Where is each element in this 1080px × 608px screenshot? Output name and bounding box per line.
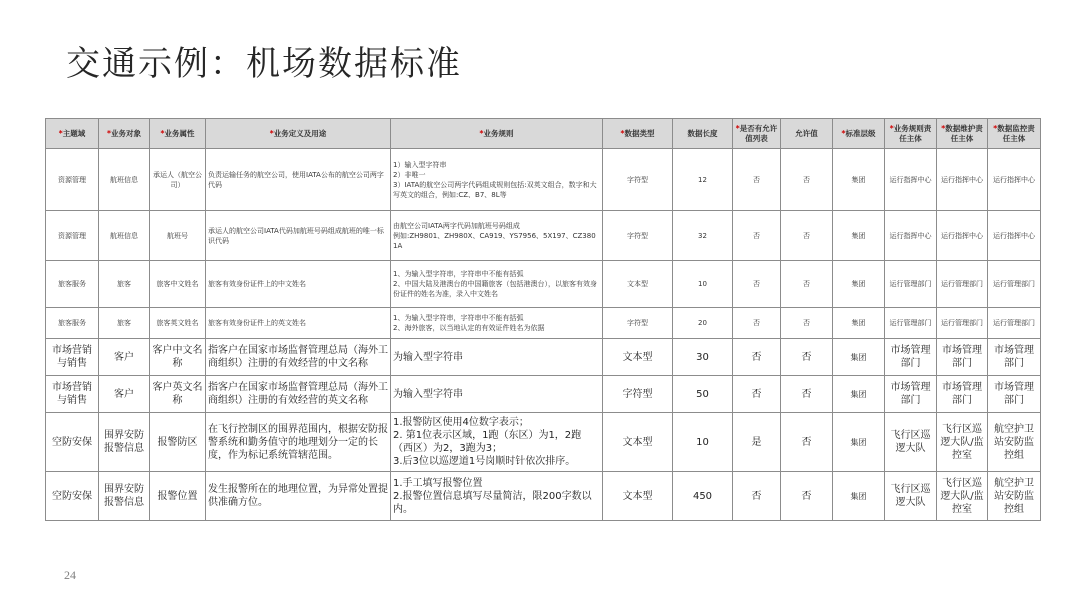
table-row — [46, 308, 1041, 339]
has-allowed-values-cell: 否 — [733, 472, 781, 521]
maintenance-owner-cell: 飞行区巡逻大队/监控室 — [937, 413, 988, 472]
definition-cell: 发生报警所在的地理位置，为异常处置提供准确方位。 — [206, 472, 391, 521]
column-header — [937, 119, 988, 149]
data-type-cell: 字符型 — [603, 211, 673, 261]
monitoring-owner-cell: 航空护卫站安防监控组 — [988, 413, 1041, 472]
column-header — [833, 119, 885, 149]
business-attribute-cell: 客户中文名称 — [150, 339, 206, 376]
table-row — [46, 261, 1041, 308]
rule-owner-cell: 运行管理部门 — [885, 261, 937, 308]
monitoring-owner-cell: 航空护卫站安防监控组 — [988, 472, 1041, 521]
column-header — [733, 119, 781, 149]
business-rule-cell: 1.报警防区使用4位数字表示； 2. 第1位表示区域，1跑（东区）为1，2跑（西区）为2，3跑为3； 3.后3位以巡逻道1号岗顺时针依次排序。 — [391, 413, 603, 472]
business-attribute-cell: 报警位置 — [150, 472, 206, 521]
has-allowed-values-cell: 否 — [733, 376, 781, 413]
column-header-label: 数据维护责任主体 — [945, 123, 983, 143]
subject-area-cell: 资源管理 — [46, 149, 99, 211]
subject-area-cell: 旅客服务 — [46, 261, 99, 308]
column-header — [46, 119, 99, 149]
business-object-cell: 旅客 — [99, 308, 150, 339]
definition-cell: 在飞行控制区的围界范围内，根据安防报警系统和勤务值守的地理划分一定的长度，作为标记系统管辖范围。 — [206, 413, 391, 472]
maintenance-owner-cell: 运行指挥中心 — [937, 211, 988, 261]
allowed-values-cell: 否 — [781, 339, 833, 376]
allowed-values-cell: 否 — [781, 472, 833, 521]
rule-owner-cell: 市场管理部门 — [885, 376, 937, 413]
required-mark: * — [889, 123, 894, 133]
required-mark: * — [107, 128, 111, 138]
required-mark: * — [479, 128, 484, 138]
page-number: 24 — [64, 568, 76, 582]
data-length-cell: 30 — [673, 339, 733, 376]
definition-cell: 指客户在国家市场监督管理总局（海外工商组织）注册的有效经营的中文名称 — [206, 339, 391, 376]
standard-level-cell: 集团 — [833, 261, 885, 308]
required-mark: * — [941, 123, 946, 133]
required-mark: * — [160, 128, 165, 138]
has-allowed-values-cell: 否 — [733, 308, 781, 339]
column-header — [781, 119, 833, 149]
column-header-label: 数据类型 — [624, 128, 655, 138]
rule-owner-cell: 市场管理部门 — [885, 339, 937, 376]
column-header-label: 允许值 — [795, 128, 818, 138]
rule-owner-cell: 飞行区巡逻大队 — [885, 413, 937, 472]
business-attribute-cell: 航班号 — [150, 211, 206, 261]
table-row — [46, 211, 1041, 261]
column-header — [988, 119, 1041, 149]
column-header-label: 数据长度 — [687, 128, 718, 138]
business-object-cell: 围界安防报警信息 — [99, 472, 150, 521]
required-mark: * — [620, 128, 625, 138]
monitoring-owner-cell: 运行管理部门 — [988, 261, 1041, 308]
table-row — [46, 376, 1041, 413]
definition-cell: 承运人的航空公司IATA代码加航班号码组成航班的唯一标识代码 — [206, 211, 391, 261]
data-type-cell: 字符型 — [603, 308, 673, 339]
column-header-label: 是否有允许值列表 — [739, 123, 778, 143]
business-object-cell: 客户 — [99, 339, 150, 376]
subject-area-cell: 资源管理 — [46, 211, 99, 261]
column-header — [673, 119, 733, 149]
monitoring-owner-cell: 市场管理部门 — [988, 376, 1041, 413]
business-rule-cell: 1、为输入型字符串，字符串中不能有括弧 2、中国大陆及港澳台的中国籍旅客（包括港澳台），以旅客有效身份证件的姓名为准，录入中文姓名 — [391, 261, 603, 308]
business-rule-cell: 由航空公司IATA两字代码加航班号码组成 例如:ZH9801、ZH980X、CA919、YS7956、5X197、CZ3801A — [391, 211, 603, 261]
has-allowed-values-cell: 否 — [733, 339, 781, 376]
rule-owner-cell: 运行指挥中心 — [885, 211, 937, 261]
standard-level-cell: 集团 — [833, 149, 885, 211]
data-standard-table — [45, 118, 1041, 521]
column-header-label: 业务属性 — [164, 128, 195, 138]
required-mark: * — [841, 128, 846, 138]
table-row — [46, 149, 1041, 211]
business-attribute-cell: 旅客英文姓名 — [150, 308, 206, 339]
data-length-cell: 10 — [673, 261, 733, 308]
column-header-label: 业务规则 — [483, 128, 514, 138]
allowed-values-cell: 否 — [781, 308, 833, 339]
table-row — [46, 339, 1041, 376]
monitoring-owner-cell: 运行管理部门 — [988, 308, 1041, 339]
business-object-cell: 客户 — [99, 376, 150, 413]
business-attribute-cell: 承运人（航空公司） — [150, 149, 206, 211]
business-object-cell: 航班信息 — [99, 149, 150, 211]
rule-owner-cell: 飞行区巡逻大队 — [885, 472, 937, 521]
column-header-label: 标准层级 — [845, 128, 876, 138]
has-allowed-values-cell: 否 — [733, 149, 781, 211]
definition-cell: 负责运输任务的航空公司，使用IATA公布的航空公司两字代码 — [206, 149, 391, 211]
business-rule-cell: 1.手工填写报警位置 2.报警位置信息填写尽量简洁，限200字数以内。 — [391, 472, 603, 521]
allowed-values-cell: 否 — [781, 413, 833, 472]
maintenance-owner-cell: 市场管理部门 — [937, 376, 988, 413]
data-type-cell: 文本型 — [603, 413, 673, 472]
definition-cell: 旅客有效身份证件上的中文姓名 — [206, 261, 391, 308]
business-rule-cell: 1）输入型字符串 2）非唯一 3）IATA的航空公司两字代码组成规则包括:双英文组合，数字和大写英文的组合，例如:CZ、B7、8L等 — [391, 149, 603, 211]
standard-level-cell: 集团 — [833, 308, 885, 339]
business-rule-cell: 为输入型字符串 — [391, 339, 603, 376]
data-type-cell: 字符型 — [603, 376, 673, 413]
maintenance-owner-cell: 运行指挥中心 — [937, 149, 988, 211]
data-type-cell: 文本型 — [603, 472, 673, 521]
standard-level-cell: 集团 — [833, 376, 885, 413]
table-header — [46, 119, 1041, 149]
column-header-label: 业务对象 — [110, 128, 141, 138]
business-attribute-cell: 客户英文名称 — [150, 376, 206, 413]
monitoring-owner-cell: 运行指挥中心 — [988, 211, 1041, 261]
data-length-cell: 32 — [673, 211, 733, 261]
data-type-cell: 字符型 — [603, 149, 673, 211]
standard-level-cell: 集团 — [833, 413, 885, 472]
has-allowed-values-cell: 否 — [733, 261, 781, 308]
standard-level-cell: 集团 — [833, 339, 885, 376]
data-length-cell: 450 — [673, 472, 733, 521]
business-attribute-cell: 旅客中文姓名 — [150, 261, 206, 308]
maintenance-owner-cell: 运行管理部门 — [937, 261, 988, 308]
business-attribute-cell: 报警防区 — [150, 413, 206, 472]
column-header — [603, 119, 673, 149]
monitoring-owner-cell: 运行指挥中心 — [988, 149, 1041, 211]
subject-area-cell: 市场营销与销售 — [46, 376, 99, 413]
column-header-label: 数据监控责任主体 — [997, 123, 1035, 143]
maintenance-owner-cell: 运行管理部门 — [937, 308, 988, 339]
data-type-cell: 文本型 — [603, 261, 673, 308]
standard-level-cell: 集团 — [833, 472, 885, 521]
rule-owner-cell: 运行管理部门 — [885, 308, 937, 339]
subject-area-cell: 市场营销与销售 — [46, 339, 99, 376]
standard-level-cell: 集团 — [833, 211, 885, 261]
data-length-cell: 12 — [673, 149, 733, 211]
has-allowed-values-cell: 是 — [733, 413, 781, 472]
data-length-cell: 50 — [673, 376, 733, 413]
business-object-cell: 航班信息 — [99, 211, 150, 261]
data-type-cell: 文本型 — [603, 339, 673, 376]
allowed-values-cell: 否 — [781, 376, 833, 413]
data-length-cell: 10 — [673, 413, 733, 472]
definition-cell: 指客户在国家市场监督管理总局（海外工商组织）注册的有效经营的英文名称 — [206, 376, 391, 413]
required-mark: * — [735, 123, 740, 133]
slide-title: 交通示例：机场数据标准 — [66, 44, 462, 84]
column-header — [99, 119, 150, 149]
column-header — [391, 119, 603, 149]
column-header-label: 业务规则责任主体 — [893, 123, 932, 143]
subject-area-cell: 空防安保 — [46, 413, 99, 472]
column-header — [150, 119, 206, 149]
table-row — [46, 472, 1041, 521]
required-mark: * — [993, 123, 998, 133]
required-mark: * — [269, 128, 274, 138]
monitoring-owner-cell: 市场管理部门 — [988, 339, 1041, 376]
subject-area-cell: 空防安保 — [46, 472, 99, 521]
column-header — [885, 119, 937, 149]
business-object-cell: 旅客 — [99, 261, 150, 308]
allowed-values-cell: 否 — [781, 211, 833, 261]
data-length-cell: 20 — [673, 308, 733, 339]
column-header-label: 主题域 — [62, 128, 86, 138]
subject-area-cell: 旅客服务 — [46, 308, 99, 339]
business-rule-cell: 1、为输入型字符串，字符串中不能有括弧 2、海外旅客，以当地认定的有效证件姓名为依据 — [391, 308, 603, 339]
allowed-values-cell: 否 — [781, 149, 833, 211]
required-mark: * — [58, 128, 63, 138]
column-header — [206, 119, 391, 149]
table-row — [46, 413, 1041, 472]
business-rule-cell: 为输入型字符串 — [391, 376, 603, 413]
definition-cell: 旅客有效身份证件上的英文姓名 — [206, 308, 391, 339]
allowed-values-cell: 否 — [781, 261, 833, 308]
business-object-cell: 围界安防报警信息 — [99, 413, 150, 472]
has-allowed-values-cell: 否 — [733, 211, 781, 261]
maintenance-owner-cell: 市场管理部门 — [937, 339, 988, 376]
rule-owner-cell: 运行指挥中心 — [885, 149, 937, 211]
column-header-label: 业务定义及用途 — [273, 128, 327, 138]
maintenance-owner-cell: 飞行区巡逻大队/监控室 — [937, 472, 988, 521]
